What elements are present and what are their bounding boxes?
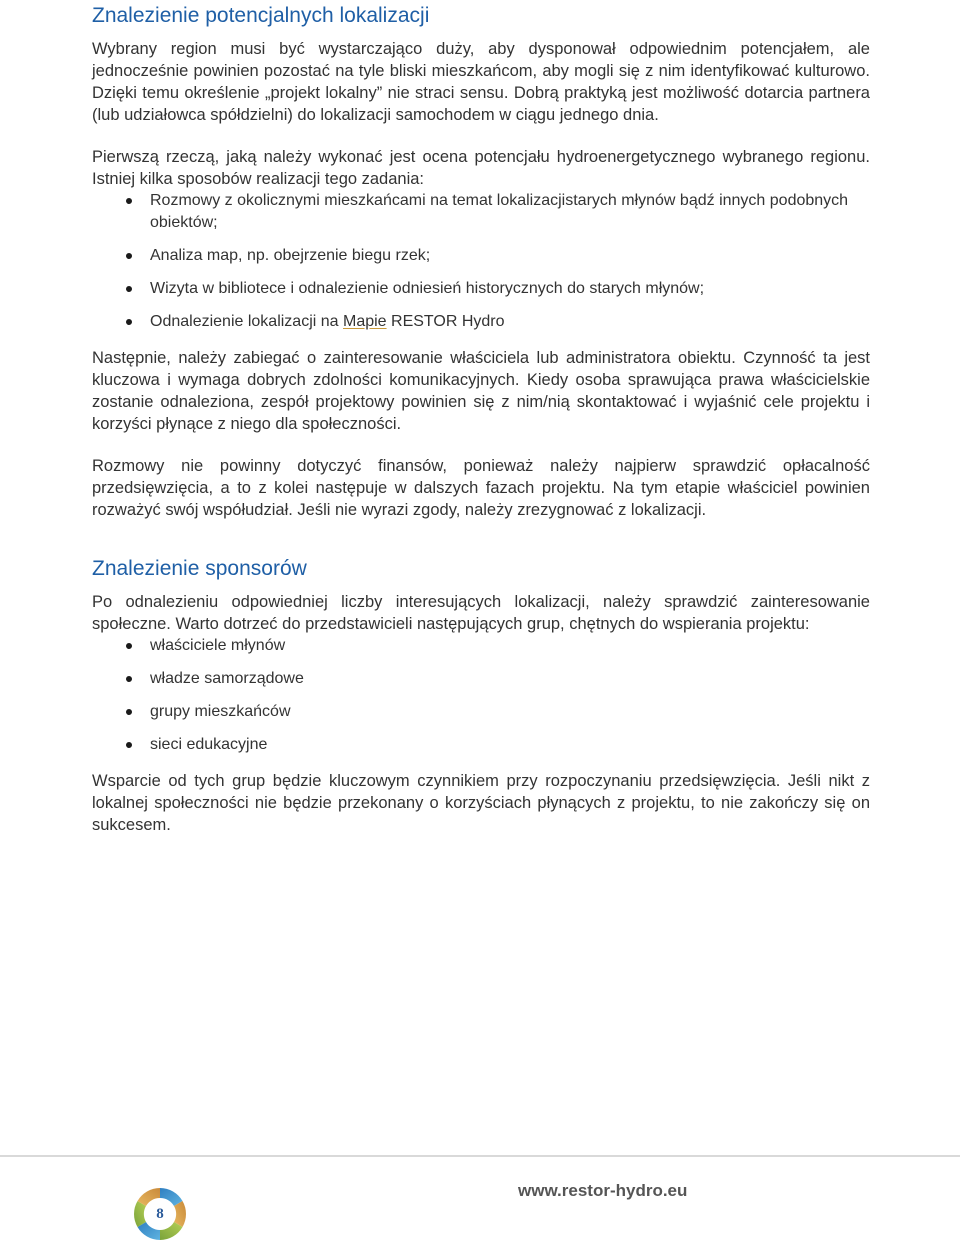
list-item-text: grupy mieszkańców xyxy=(150,703,291,720)
list-item xyxy=(68,668,870,690)
list-item xyxy=(68,734,870,756)
footer-divider xyxy=(0,1155,960,1157)
paragraph-first-step: Pierwszą rzeczą, jaką należy wykonać jest ocena potencjału hydroenergetycznego wybranego regionu. Istniej kilka sposobów realizacji tego zadania: xyxy=(92,148,870,188)
paragraph-finance-talks: Rozmowy nie powinny dotyczyć finansów, ponieważ należy najpierw sprawdzić opłacalność przedsięwzięcia, a to z kolei następuje w dalszych fazach projektu. Na tym etapie właściciel powinien rozważyć swój współudział. Jeśli nie wyrazi zgody, należy zrezygnować z lokalizacji. xyxy=(92,457,870,519)
bullet-list-groups xyxy=(92,635,870,756)
page-content xyxy=(92,0,870,836)
bullet-icon xyxy=(126,286,132,292)
section-heading-sponsors: Znalezienie sponsorów xyxy=(92,557,307,580)
bullet-icon xyxy=(126,198,132,204)
bullet-icon xyxy=(126,319,132,325)
list-item xyxy=(68,278,870,300)
list-item-text: sieci edukacyjne xyxy=(150,736,268,753)
list-item-text-prefix: Odnalezienie lokalizacji na xyxy=(150,313,343,330)
paragraph-social-interest: Po odnalezieniu odpowiedniej liczby interesujących lokalizacji, należy sprawdzić zainteresowanie społeczne. Warto dotrzeć do przedstawicieli następujących grup, chętnych do wspierania projektu: xyxy=(92,593,870,633)
paragraph-owner-contact: Następnie, należy zabiegać o zainteresowanie właściciela lub administratora obiektu. Czynność ta jest kluczowa i wymaga dobrych zdolności komunikacyjnych. Kiedy osoba sprawująca prawa właścicielskie zostanie odnaleziona, zespół projektowy powinien się z nim/nią skontaktować i wyjaśnić cele projektu i korzyści płynące z niego dla społeczności. xyxy=(92,349,870,433)
list-item-text: Rozmowy z okolicznymi mieszkańcami na temat lokalizacjistarych młynów bądź innych podobnych obiektów; xyxy=(150,192,849,231)
map-link[interactable]: Mapie xyxy=(343,313,387,330)
page-number: 8 xyxy=(156,1205,164,1222)
bullet-icon xyxy=(126,742,132,748)
bullet-icon xyxy=(126,676,132,682)
list-item xyxy=(68,190,870,234)
footer-website-link[interactable]: www.restor-hydro.eu xyxy=(518,1181,688,1200)
list-item xyxy=(68,311,870,333)
list-item-text: Analiza map, np. obejrzenie biegu rzek; xyxy=(150,247,431,264)
restor-logo xyxy=(130,1184,190,1244)
list-item xyxy=(68,245,870,267)
list-item-text-suffix: RESTOR Hydro xyxy=(386,313,505,330)
list-item-text: władze samorządowe xyxy=(150,670,304,687)
section-heading-locations: Znalezienie potencjalnych lokalizacji xyxy=(92,4,430,27)
list-item-text: Wizyta w bibliotece i odnalezienie odniesień historycznych do starych młynów; xyxy=(150,280,705,297)
bullet-icon xyxy=(126,643,132,649)
bullet-icon xyxy=(126,709,132,715)
bullet-list-methods xyxy=(92,190,870,333)
paragraph-region-size: Wybrany region musi być wystarczająco duży, aby dysponował odpowiednim potencjałem, ale jednocześnie powinien pozostać na tyle bliski mieszkańcom, aby mogli się z nim identyfikować kulturowo. Dzięki temu określenie „projekt lokalny” nie straci sensu. Dobrą praktyką jest możliwość dotarcia partnera (lub udziałowca spółdzielni) do lokalizacji samochodem w ciągu jednego dnia. xyxy=(92,40,870,124)
paragraph-support-key: Wsparcie od tych grup będzie kluczowym czynnikiem przy rozpoczynaniu przedsięwzięcia. Jeśli nikt z lokalnej społeczności nie będzie przekonany o korzyściach płynących z projektu, to nie zakończy się on sukcesem. xyxy=(92,772,870,834)
bullet-icon xyxy=(126,253,132,259)
list-item-text: właściciele młynów xyxy=(150,637,286,654)
list-item xyxy=(68,635,870,657)
list-item xyxy=(68,701,870,723)
